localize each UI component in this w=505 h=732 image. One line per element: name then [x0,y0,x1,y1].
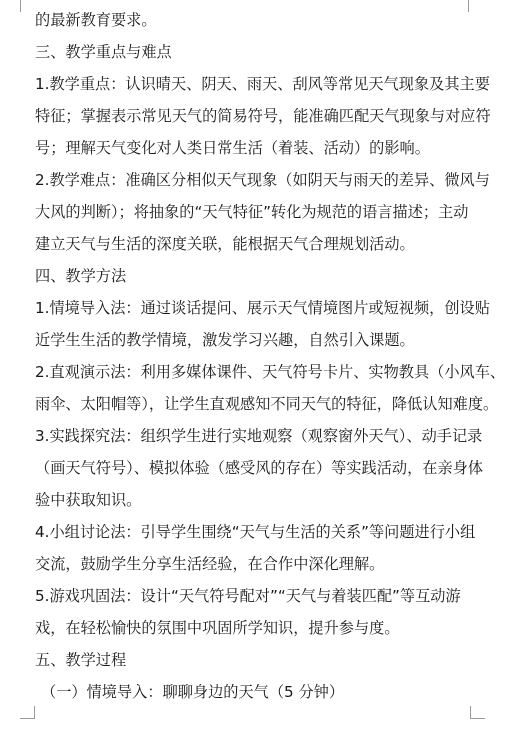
paragraph-line: 雨伞、太阳帽等），让学生直观感知不同天气的特征，降低认知难度。 [35,395,499,413]
paragraph-line: （画天气符号）、模拟体验（感受风的存在）等实践活动，在亲身体 [35,459,484,477]
paragraph-line: 3.实践探究法：组织学生进行实地观察（观察窗外天气）、动手记录 [35,427,483,445]
paragraph-line: 建立天气与生活的深度关联，能根据天气合理规划活动。 [35,235,415,253]
paragraph-line: 验中获取知识。 [35,491,142,509]
section-heading: 四、教学方法 [35,267,127,285]
paragraph-line: 2.教学难点：准确区分相似天气现象（如阴天与雨天的差异、微风与 [35,171,490,189]
section-heading: 五、教学过程 [35,651,127,669]
crop-mark-bottom-left [20,706,35,719]
paragraph-line: 交流，鼓励学生分享生活经验，在合作中深化理解。 [35,555,385,573]
crop-mark-top-left [20,0,21,12]
paragraph-line: 特征；掌握表示常见天气的简易符号，能准确匹配天气现象与对应符 [35,107,491,125]
subsection-heading: （一）情境导入：聊聊身边的天气（5 分钟） [41,683,345,701]
paragraph-line: 1.情境导入法：通过谈话提问、展示天气情境图片或短视频，创设贴 [35,299,490,317]
crop-mark-bottom-right [470,706,485,719]
section-heading: 三、教学重点与难点 [35,43,172,61]
paragraph-line: 戏，在轻松愉快的氛围中巩固所学知识，提升参与度。 [35,619,400,637]
paragraph-line: 号；理解天气变化对人类日常生活（着装、活动）的影响。 [35,139,430,157]
paragraph-line: 近学生生活的教学情境，激发学习兴趣，自然引入课题。 [35,331,415,349]
paragraph-line: 1.教学重点：认识晴天、阴天、雨天、刮风等常见天气现象及其主要 [35,75,490,93]
paragraph-line: 大风的判断）；将抽象的“天气特征”转化为规范的语言描述；主动 [35,203,469,221]
paragraph-line: 5.游戏巩固法：设计“天气符号配对”“天气与着装匹配”等互动游 [35,587,461,605]
crop-mark-top-right [468,0,469,12]
paragraph-line: 2.直观演示法：利用多媒体课件、天气符号卡片、实物教具（小风车、 [35,363,505,381]
paragraph-line: 4.小组讨论法：引导学生围绕“天气与生活的关系”等问题进行小组 [35,523,476,541]
paragraph-line: 的最新教育要求。 [35,11,157,29]
document-body [35,4,505,708]
